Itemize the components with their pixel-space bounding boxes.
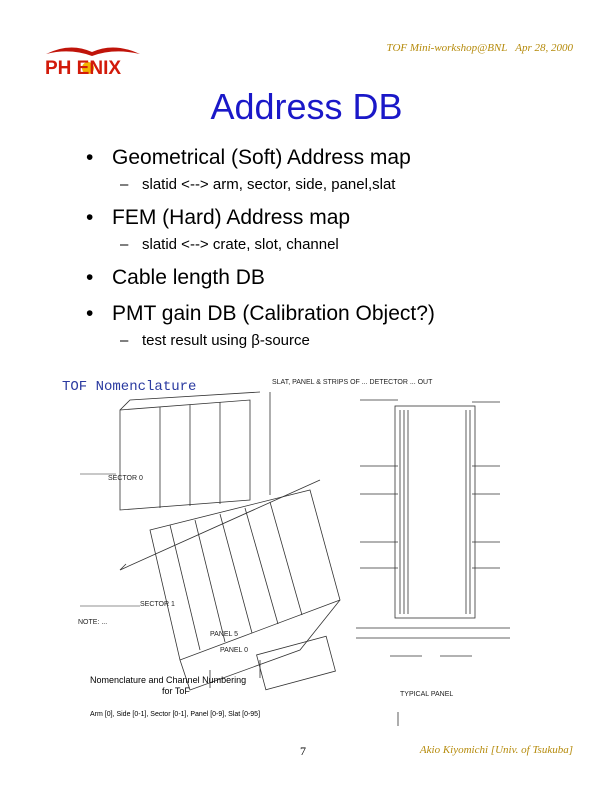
bullet-item: [84, 205, 584, 231]
bullet-dot-icon: •: [86, 266, 94, 289]
figure-title: TOF Nomenclature: [62, 379, 197, 395]
svg-text:SECTOR 1: SECTOR 1: [140, 601, 175, 608]
sub-bullet-text: slatid <--> arm, sector, side, panel,slat: [142, 176, 396, 193]
bullet-text: Cable length DB: [112, 266, 265, 289]
svg-text:SLAT, PANEL & STRIPS OF ... DE: SLAT, PANEL & STRIPS OF ... DETECTOR ... OUT: [272, 379, 433, 386]
sub-bullet: [84, 235, 584, 255]
typical-panel-caption: TYPICAL PANEL: [400, 691, 454, 698]
slide-title: Address DB: [210, 86, 403, 127]
bullet-dot-icon: •: [86, 206, 94, 229]
bullet-list: [84, 145, 584, 361]
sub-bullet: [84, 331, 584, 351]
figure-bottom-line: Arm [0], Side [0-1], Sector [0-1], Panel [0-9], Slat [0-95]: [90, 711, 261, 718]
logo-text: PH ENIX: [45, 58, 122, 79]
svg-text:SECTOR 0: SECTOR 0: [108, 475, 143, 482]
bullet-text: FEM (Hard) Address map: [112, 206, 351, 229]
dash-icon: –: [120, 332, 129, 349]
dash-icon: –: [120, 176, 129, 193]
bullet-text: PMT gain DB (Calibration Object?): [112, 302, 435, 325]
svg-text:PANEL 5: PANEL 5: [210, 631, 239, 638]
phenix-logo: [40, 44, 144, 80]
figure-caption: Nomenclature and Channel Numbering: [90, 675, 247, 685]
bullet-dot-icon: •: [86, 302, 94, 325]
bullet-item: [84, 301, 584, 327]
page-number: 7: [300, 744, 306, 758]
figure-caption-2: for ToF: [162, 686, 190, 696]
bullet-text: Geometrical (Soft) Address map: [112, 146, 411, 169]
dash-icon: –: [120, 236, 129, 253]
bullet-dot-icon: •: [86, 146, 94, 169]
author-footer: Akio Kiyomichi [Univ. of Tsukuba]: [419, 744, 573, 756]
workshop-header: TOF Mini-workshop@BNL Apr 28, 2000: [386, 42, 573, 54]
svg-text:NOTE: ...: NOTE: ...: [78, 619, 108, 626]
sub-bullet-text: slatid <--> crate, slot, channel: [142, 236, 339, 253]
sub-bullet-text: test result using β-source: [142, 332, 310, 349]
sub-bullet: [84, 175, 584, 195]
svg-text:PANEL 0: PANEL 0: [220, 647, 249, 654]
bullet-item: [84, 145, 584, 171]
bullet-item: [84, 265, 584, 291]
